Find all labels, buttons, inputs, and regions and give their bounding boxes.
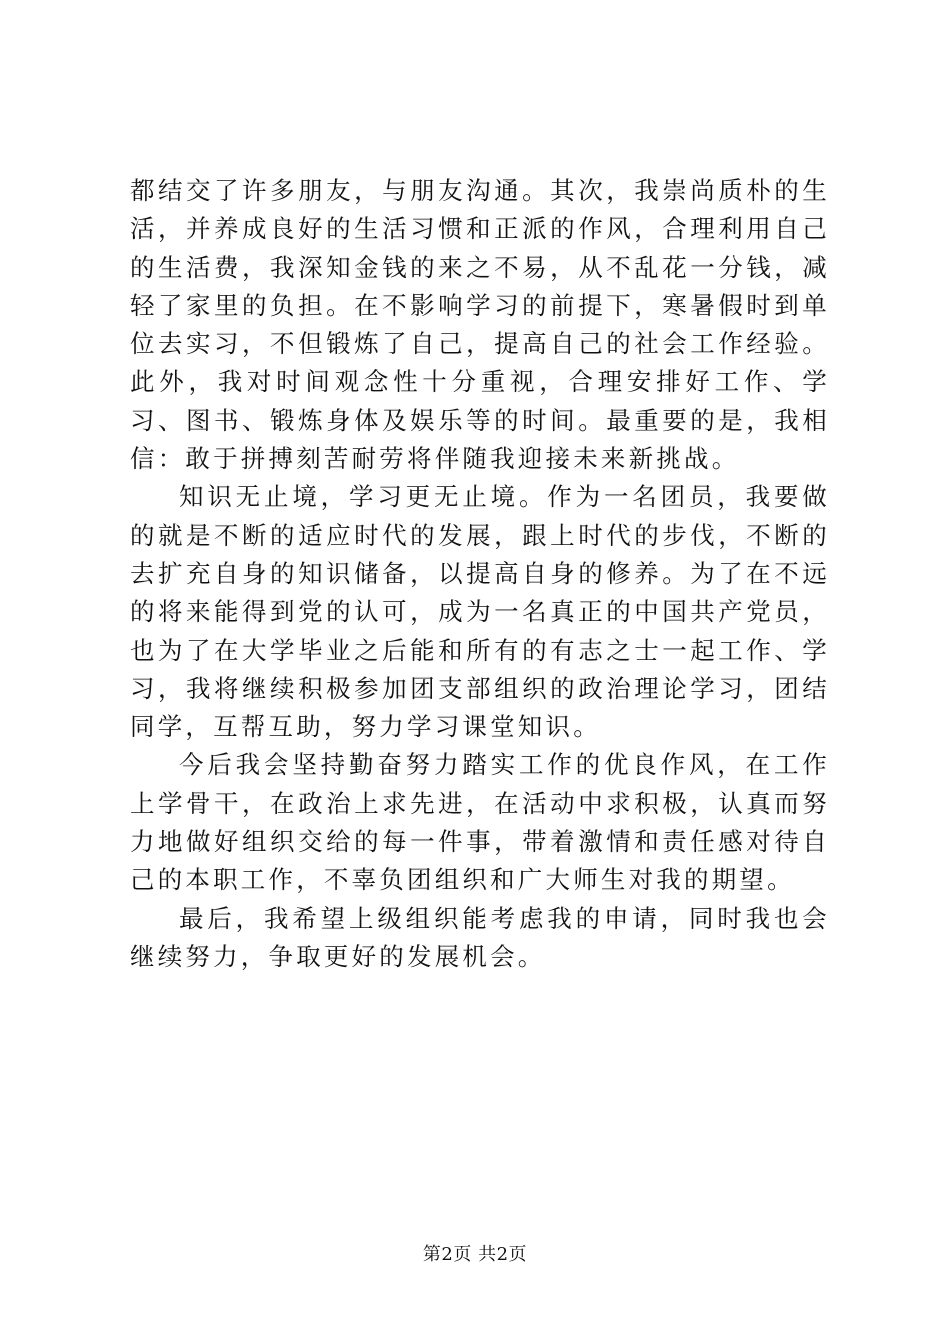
page-number: 第2页 共2页 <box>422 1244 528 1265</box>
paragraph-4: 最后，我希望上级组织能考虑我的申请，同时我也会继续努力，争取更好的发展机会。 <box>130 903 830 971</box>
document-body <box>130 172 830 976</box>
paragraph-3: 今后我会坚持勤奋努力踏实工作的优良作风，在工作上学骨干，在政治上求先进，在活动中求积极，认真而努力地做好组织交给的每一件事，带着激情和责任感对待自己的本职工作，不辜负团组织和广大师生对我的期望。 <box>130 750 830 895</box>
paragraph-2: 知识无止境，学习更无止境。作为一名团员，我要做的就是不断的适应时代的发展，跟上时代的步伐，不断的去扩充自身的知识储备，以提高自身的修养。为了在不远的将来能得到党的认可，成为一名真正的中国共产党员，也为了在大学毕业之后能和所有的有志之士一起工作、学习，我将继续积极参加团支部组织的政治理论学习，团结同学，互帮互助，努力学习课堂知识。 <box>130 482 830 742</box>
paragraph-1: 都结交了许多朋友，与朋友沟通。其次，我崇尚质朴的生活，并养成良好的生活习惯和正派的作风，合理利用自己的生活费，我深知金钱的来之不易，从不乱花一分钱，减轻了家里的负担。在不影响学习的前提下，寒暑假时到单位去实习，不但锻炼了自己，提高自己的社会工作经验。此外，我对时间观念性十分重视，合理安排好工作、学习、图书、锻炼身体及娱乐等的时间。最重要的是，我相信：敢于拼搏刻苦耐劳将伴随我迎接未来新挑战。 <box>130 176 830 474</box>
page-footer <box>0 1244 950 1266</box>
